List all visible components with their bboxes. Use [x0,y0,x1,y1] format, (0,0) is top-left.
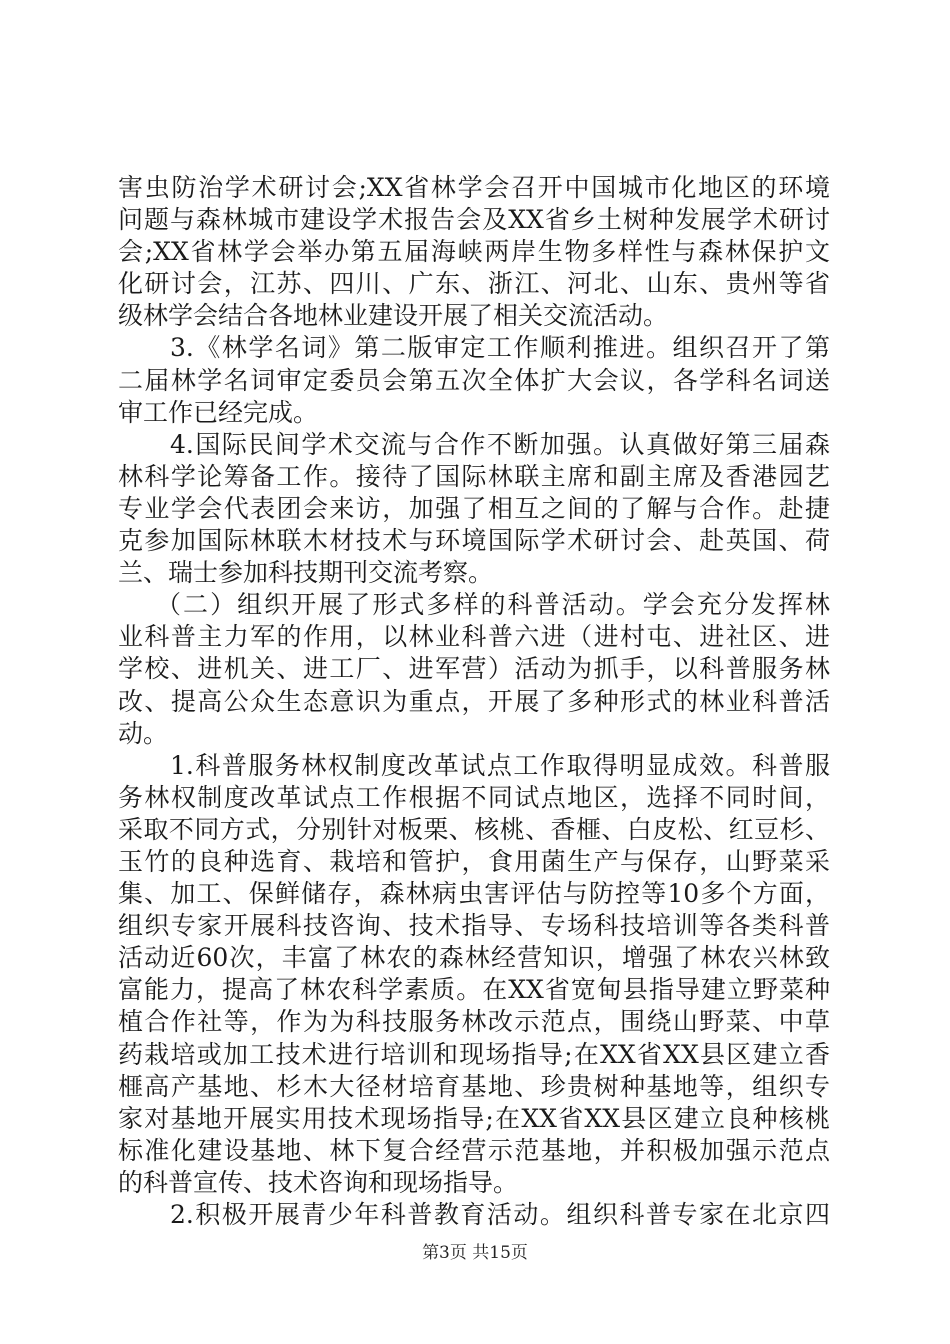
text-line: 专业学会代表团会来访，加强了相互之间的了解与合作。赴捷 [118,493,830,523]
text-line: 的科普宣传、技术咨询和现场指导。 [118,1167,519,1197]
text-line: 3.《林学名词》第二版审定工作顺利推进。组织召开了第 [170,333,830,363]
text-line: 害虫防治学术研讨会;XX省林学会召开中国城市化地区的环境 [118,173,830,202]
text-line: 动。 [118,718,169,748]
text-line: 玉竹的良种选育、栽培和管护，食用菌生产与保存，山野菜采 [118,846,830,876]
text-line: 采取不同方式，分别针对板栗、核桃、香榧、白皮松、红豆杉、 [118,814,830,844]
text-line: 业科普主力军的作用，以林业科普六进（进村屯、进社区、进 [118,622,830,652]
text-line: 植合作社等，作为为科技服务林改示范点，围绕山野菜、中草 [118,1007,830,1037]
text-line: 审工作已经完成。 [118,397,319,427]
text-line: 组织专家开展科技咨询、技术指导、专场科技培训等各类科普 [118,911,830,941]
text-line: 级林学会结合各地林业建设开展了相关交流活动。 [118,301,669,331]
text-line: 二届林学名词审定委员会第五次全体扩大会议，各学科名词送 [118,365,830,395]
text-line: 富能力，提高了林农科学素质。在XX省宽甸县指导建立野菜种 [118,975,830,1005]
text-line: 1.科普服务林权制度改革试点工作取得明显成效。科普服 [170,750,830,780]
text-line: 药栽培或加工技术进行培训和现场指导;在XX省XX县区建立香 [118,1039,830,1069]
text-line: 改、提高公众生态意识为重点，开展了多种形式的林业科普活 [118,686,830,716]
text-line: （二）组织开展了形式多样的科普活动。学会充分发挥林 [156,590,830,620]
text-line: 榧高产基地、杉木大径材培育基地、珍贵树种基地等，组织专 [118,1071,830,1101]
text-line: 4.国际民间学术交流与合作不断加强。认真做好第三届森 [170,429,830,459]
page-footer: 第3页 共15页 [422,1243,528,1263]
text-line: 2.积极开展青少年科普教育活动。组织科普专家在北京四 [170,1200,830,1229]
text-line: 问题与森林城市建设学术报告会及XX省乡土树种发展学术研讨 [118,205,830,235]
text-line: 会;XX省林学会举办第五届海峡两岸生物多样性与森林保护文 [118,237,830,267]
text-line: 集、加工、保鲜储存，森林病虫害评估与防控等10多个方面， [118,879,830,909]
text-line: 标准化建设基地、林下复合经营示范基地，并积极加强示范点 [118,1135,830,1165]
text-line: 克参加国际林联木材技术与环境国际学术研讨会、赴英国、荷 [118,526,830,556]
text-line: 务林权制度改革试点工作根据不同试点地区，选择不同时间， [118,782,830,812]
text-line: 林科学论筹备工作。接待了国际林联主席和副主席及香港园艺 [118,461,830,491]
text-line: 化研讨会，江苏、四川、广东、浙江、河北、山东、贵州等省 [118,269,830,299]
text-line: 兰、瑞士参加科技期刊交流考察。 [118,558,494,588]
document-body [118,172,830,1231]
text-line: 学校、进机关、进工厂、进军营）活动为抓手，以科普服务林 [118,654,830,684]
text-line: 活动近60次，丰富了林农的森林经营知识，增强了林农兴林致 [118,943,830,973]
text-line: 家对基地开展实用技术现场指导;在XX省XX县区建立良种核桃 [118,1103,830,1133]
